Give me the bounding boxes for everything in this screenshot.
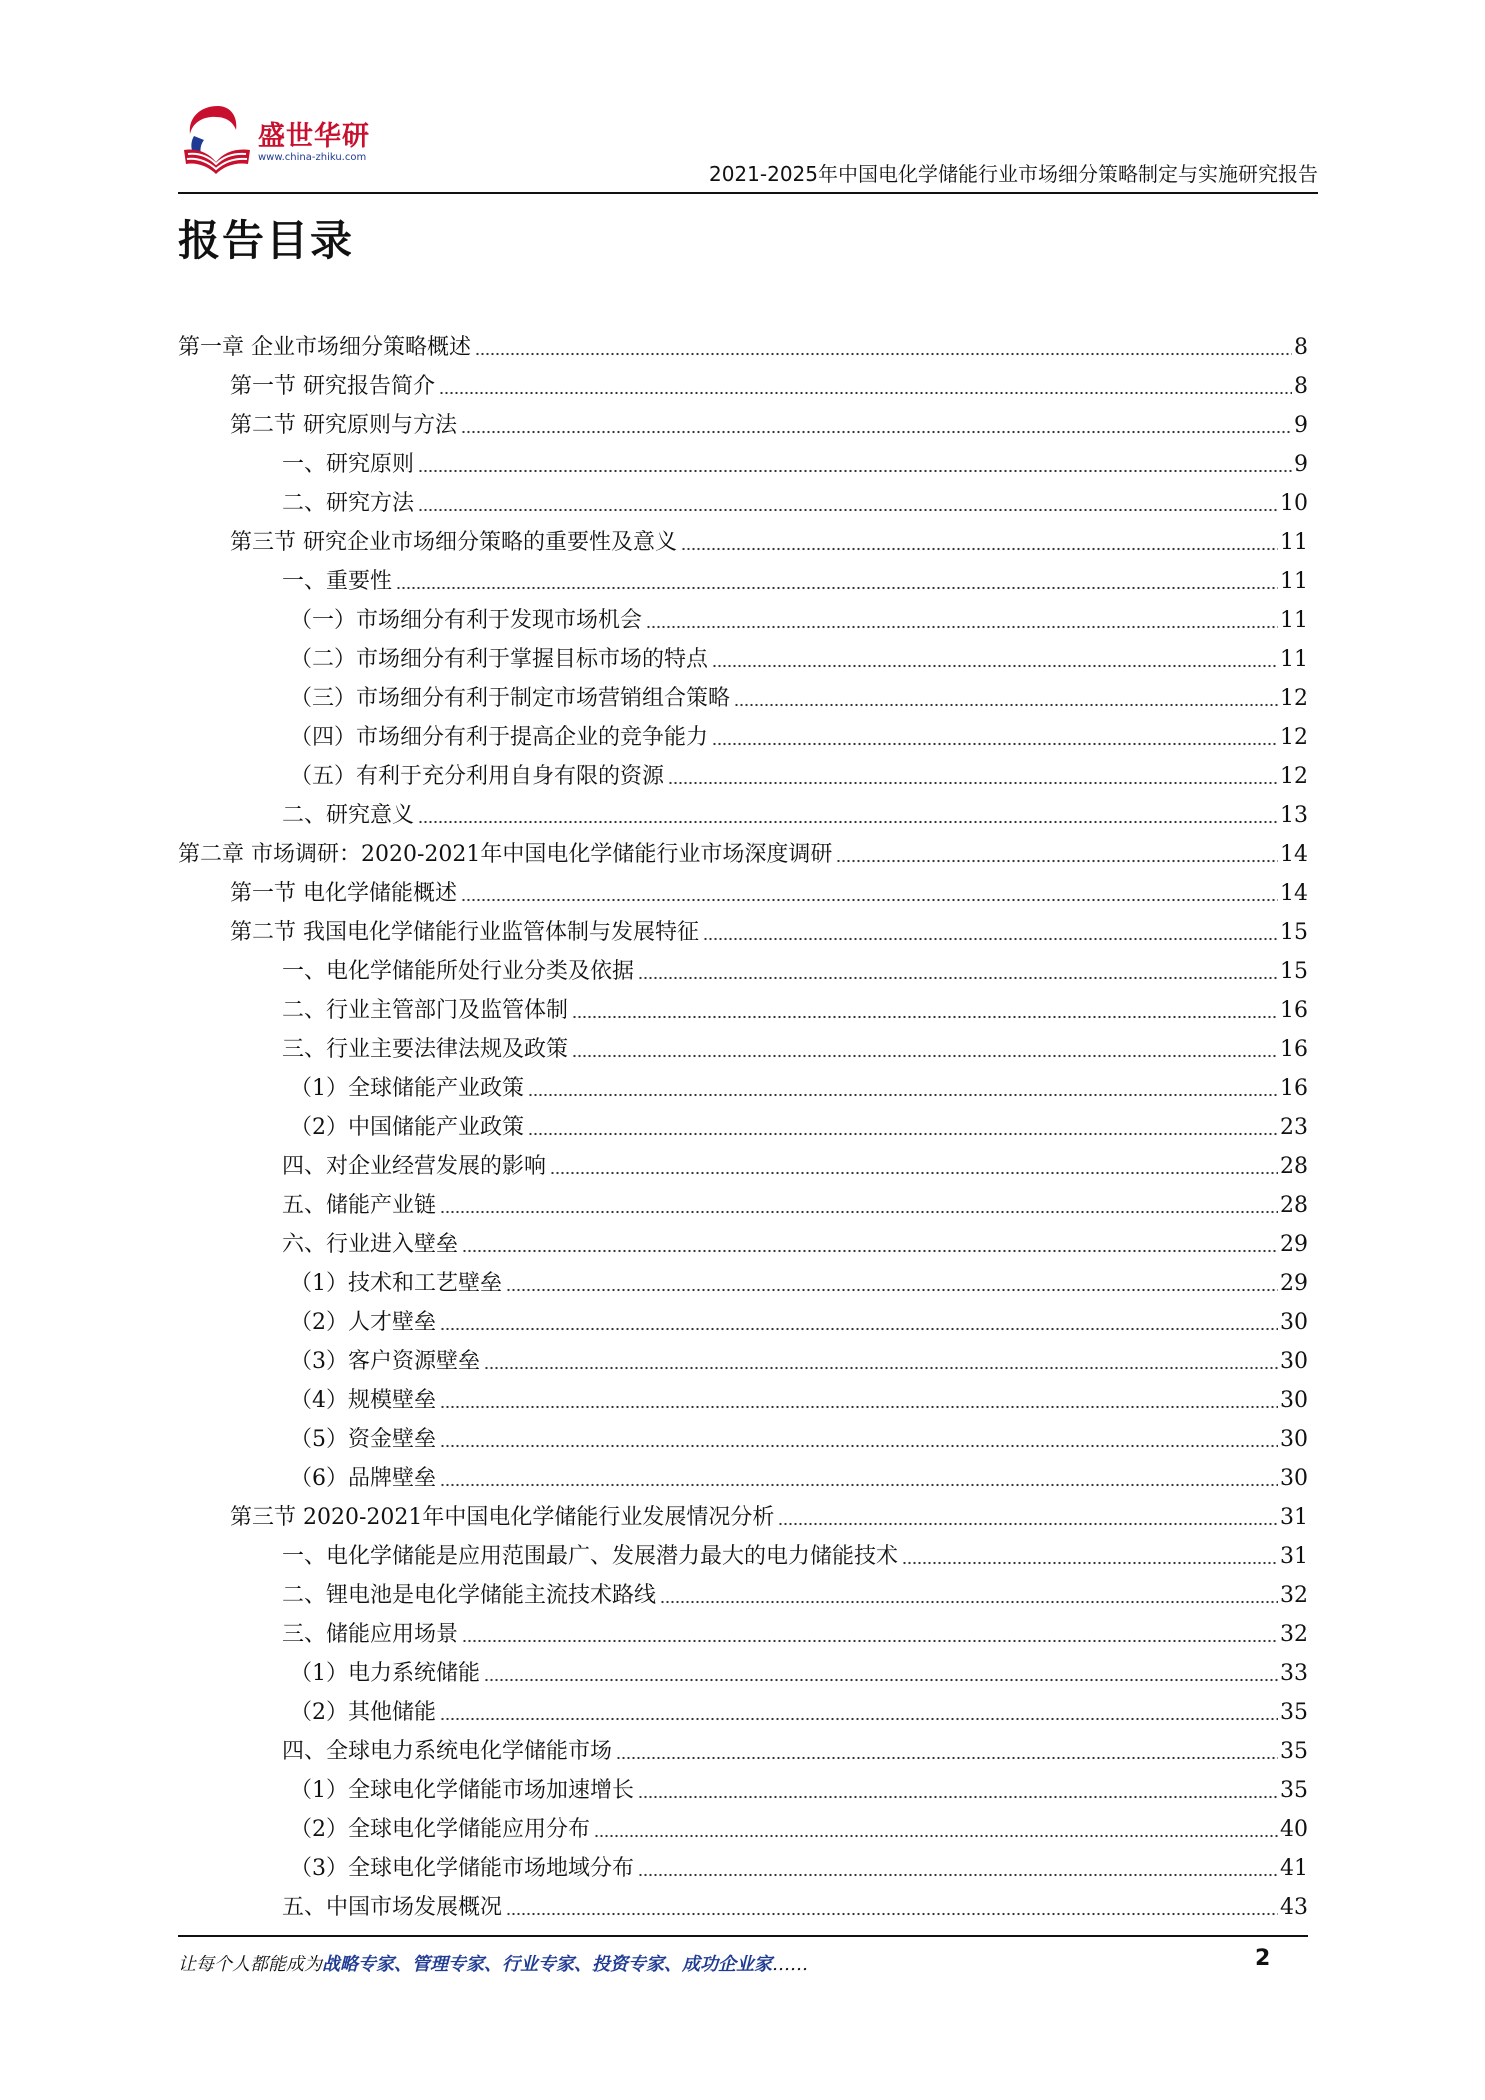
toc-dot-leader (712, 663, 1278, 669)
toc-entry-title: （1）技术和工艺壁垒 (290, 1271, 502, 1296)
toc-entry-page: 9 (1294, 413, 1308, 438)
page-title: 报告目录 (178, 216, 355, 265)
page-number: 2 (1255, 1946, 1271, 1971)
toc-entry-title: 二、行业主管部门及监管体制 (282, 998, 569, 1023)
toc-entry-page: 28 (1280, 1154, 1308, 1179)
toc-dot-leader (734, 702, 1278, 708)
toc-dot-leader (440, 1209, 1278, 1215)
toc-entry-title: （3）全球电化学储能市场地域分布 (290, 1856, 634, 1881)
toc-entry-page: 30 (1280, 1349, 1308, 1374)
toc-dot-leader (660, 1599, 1278, 1605)
toc-entry-title: 第一章 企业市场细分策略概述 (178, 335, 471, 360)
toc-dot-leader (440, 1716, 1278, 1722)
toc-dot-leader (440, 1443, 1278, 1449)
toc-dot-leader (712, 741, 1278, 747)
toc-entry-title: （2）其他储能 (290, 1700, 436, 1725)
toc-dot-leader (638, 975, 1278, 981)
toc-entry-page: 8 (1294, 335, 1308, 360)
slogan-emphasis: 战略专家、管理专家、行业专家、投资专家、成功企业家 (322, 1954, 772, 1975)
toc-entry-title: （二）市场细分有利于掌握目标市场的特点 (290, 647, 709, 672)
toc-entry[interactable] (178, 792, 1308, 831)
toc-entry[interactable] (178, 1533, 1308, 1572)
footer-divider (178, 1935, 1308, 1937)
toc-entry[interactable] (178, 441, 1308, 480)
toc-entry[interactable] (178, 1377, 1308, 1416)
toc-entry[interactable] (178, 987, 1308, 1026)
toc-dot-leader (461, 897, 1278, 903)
toc-entry-page: 16 (1280, 1076, 1308, 1101)
toc-entry-title: 二、研究方法 (282, 491, 415, 516)
toc-entry[interactable] (178, 1416, 1308, 1455)
toc-dot-leader (462, 1248, 1278, 1254)
toc-entry-page: 8 (1294, 374, 1308, 399)
toc-entry-title: 三、行业主要法律法规及政策 (282, 1037, 569, 1062)
toc-entry-title: 第一节 电化学储能概述 (230, 881, 457, 906)
slogan-suffix: …… (772, 1954, 808, 1975)
toc-entry-page: 35 (1280, 1700, 1308, 1725)
report-title: 2021-2025年中国电化学储能行业市场细分策略制定与实施研究报告 (708, 162, 1318, 186)
toc-entry[interactable] (178, 558, 1308, 597)
toc-entry-page: 16 (1280, 1037, 1308, 1062)
toc-entry-title: 三、储能应用场景 (282, 1622, 459, 1647)
toc-entry-page: 32 (1280, 1583, 1308, 1608)
toc-entry-title: 第二章 市场调研：2020-2021年中国电化学储能行业市场深度调研 (178, 842, 833, 867)
toc-entry[interactable] (178, 1221, 1308, 1260)
toc-entry-title: （2）中国储能产业政策 (290, 1115, 524, 1140)
toc-entry[interactable] (178, 675, 1308, 714)
toc-entry-page: 30 (1280, 1466, 1308, 1491)
toc-entry-title: 一、电化学储能是应用范围最广、发展潜力最大的电力储能技术 (282, 1544, 899, 1569)
toc-entry-page: 14 (1280, 842, 1308, 867)
toc-entry[interactable] (178, 636, 1308, 675)
toc-dot-leader (462, 1638, 1278, 1644)
toc-dot-leader (638, 1794, 1278, 1800)
toc-dot-leader (440, 1482, 1278, 1488)
toc-entry[interactable] (178, 1494, 1308, 1533)
header-divider (178, 192, 1318, 194)
toc-dot-leader (572, 1053, 1278, 1059)
toc-entry[interactable] (178, 753, 1308, 792)
toc-dot-leader (475, 351, 1292, 357)
toc-dot-leader (668, 780, 1278, 786)
toc-dot-leader (528, 1092, 1278, 1098)
toc-dot-leader (418, 507, 1278, 513)
toc-entry-title: 四、对企业经营发展的影响 (282, 1154, 547, 1179)
toc-entry-page: 15 (1280, 959, 1308, 984)
toc-entry-page: 12 (1280, 764, 1308, 789)
toc-entry-page: 33 (1280, 1661, 1308, 1686)
toc-entry-page: 30 (1280, 1310, 1308, 1335)
toc-entry-page: 30 (1280, 1388, 1308, 1413)
toc-entry-title: （四）市场细分有利于提高企业的竞争能力 (290, 725, 709, 750)
toc-entry[interactable] (178, 1845, 1308, 1884)
toc-entry-title: （6）品牌壁垒 (290, 1466, 436, 1491)
toc-entry-title: 四、全球电力系统电化学储能市场 (282, 1739, 613, 1764)
toc-dot-leader (594, 1833, 1278, 1839)
toc-dot-leader (681, 546, 1278, 552)
toc-dot-leader (461, 429, 1292, 435)
toc-entry-title: （5）资金壁垒 (290, 1427, 436, 1452)
toc-entry[interactable] (178, 1182, 1308, 1221)
toc-entry[interactable] (178, 1065, 1308, 1104)
toc-entry[interactable] (178, 1104, 1308, 1143)
toc-dot-leader (506, 1911, 1278, 1917)
toc-entry-title: （五）有利于充分利用自身有限的资源 (290, 764, 665, 789)
toc-entry[interactable] (178, 480, 1308, 519)
toc-entry-page: 11 (1280, 608, 1308, 633)
toc-entry-page: 35 (1280, 1739, 1308, 1764)
table-of-contents (178, 324, 1308, 1923)
toc-entry-page: 14 (1280, 881, 1308, 906)
toc-entry-title: 六、行业进入壁垒 (282, 1232, 459, 1257)
toc-entry[interactable] (178, 1689, 1308, 1728)
toc-entry-title: 第二节 我国电化学储能行业监管体制与发展特征 (230, 920, 699, 945)
toc-entry-title: （三）市场细分有利于制定市场营销组合策略 (290, 686, 731, 711)
toc-entry[interactable] (178, 831, 1308, 870)
toc-entry-title: 五、中国市场发展概况 (282, 1895, 503, 1920)
toc-entry[interactable] (178, 1806, 1308, 1845)
toc-dot-leader (902, 1560, 1278, 1566)
footer-slogan (178, 1950, 808, 1976)
toc-entry-page: 12 (1280, 686, 1308, 711)
toc-dot-leader (616, 1755, 1278, 1761)
toc-entry-title: （4）规模壁垒 (290, 1388, 436, 1413)
toc-entry-page: 32 (1280, 1622, 1308, 1647)
toc-entry[interactable] (178, 1650, 1308, 1689)
toc-entry-title: 第一节 研究报告简介 (230, 374, 435, 399)
toc-entry[interactable] (178, 1455, 1308, 1494)
company-logo (178, 100, 398, 180)
toc-entry[interactable] (178, 1572, 1308, 1611)
toc-entry[interactable] (178, 1611, 1308, 1650)
toc-entry[interactable] (178, 948, 1308, 987)
toc-entry[interactable] (178, 1026, 1308, 1065)
page-header (178, 100, 1318, 200)
toc-entry-page: 11 (1280, 647, 1308, 672)
toc-dot-leader (703, 936, 1278, 942)
toc-dot-leader (778, 1521, 1278, 1527)
toc-dot-leader (528, 1131, 1278, 1137)
toc-entry-page: 31 (1280, 1505, 1308, 1530)
toc-entry[interactable] (178, 714, 1308, 753)
toc-entry-page: 29 (1280, 1232, 1308, 1257)
toc-entry-title: （1）全球储能产业政策 (290, 1076, 524, 1101)
toc-dot-leader (484, 1677, 1278, 1683)
toc-dot-leader (440, 1404, 1278, 1410)
toc-entry[interactable] (178, 1338, 1308, 1377)
toc-entry[interactable] (178, 1143, 1308, 1182)
toc-entry-page: 41 (1280, 1856, 1308, 1881)
toc-entry-page: 35 (1280, 1778, 1308, 1803)
toc-entry[interactable] (178, 402, 1308, 441)
toc-dot-leader (572, 1014, 1278, 1020)
toc-dot-leader (506, 1287, 1278, 1293)
toc-dot-leader (836, 858, 1278, 864)
toc-entry-page: 11 (1280, 530, 1308, 555)
toc-entry-page: 15 (1280, 920, 1308, 945)
toc-entry-page: 31 (1280, 1544, 1308, 1569)
book-logo-icon (178, 100, 256, 180)
toc-entry[interactable] (178, 909, 1308, 948)
toc-dot-leader (638, 1872, 1278, 1878)
toc-entry-page: 30 (1280, 1427, 1308, 1452)
toc-dot-leader (418, 468, 1292, 474)
toc-dot-leader (646, 624, 1278, 630)
toc-entry-title: （3）客户资源壁垒 (290, 1349, 480, 1374)
toc-entry-title: （1）全球电化学储能市场加速增长 (290, 1778, 634, 1803)
toc-dot-leader (550, 1170, 1278, 1176)
toc-entry-title: 第三节 研究企业市场细分策略的重要性及意义 (230, 530, 677, 555)
toc-dot-leader (484, 1365, 1278, 1371)
toc-entry-page: 10 (1280, 491, 1308, 516)
toc-entry[interactable] (178, 1260, 1308, 1299)
toc-entry-title: （一）市场细分有利于发现市场机会 (290, 608, 643, 633)
toc-dot-leader (396, 585, 1278, 591)
toc-entry-page: 40 (1280, 1817, 1308, 1842)
toc-entry-page: 13 (1280, 803, 1308, 828)
logo-url: www.china-zhiku.com (258, 152, 367, 163)
toc-entry-page: 16 (1280, 998, 1308, 1023)
toc-dot-leader (418, 819, 1278, 825)
toc-entry-title: 二、锂电池是电化学储能主流技术路线 (282, 1583, 657, 1608)
logo-name: 盛世华研 (258, 121, 370, 152)
toc-entry-title: （2）人才壁垒 (290, 1310, 436, 1335)
toc-dot-leader (439, 390, 1292, 396)
toc-entry-title: 一、重要性 (282, 569, 393, 594)
toc-entry-page: 9 (1294, 452, 1308, 477)
toc-entry-title: 一、研究原则 (282, 452, 415, 477)
toc-entry[interactable] (178, 1299, 1308, 1338)
toc-entry[interactable] (178, 1884, 1308, 1923)
toc-dot-leader (440, 1326, 1278, 1332)
toc-entry-page: 29 (1280, 1271, 1308, 1296)
toc-entry-title: 一、电化学储能所处行业分类及依据 (282, 959, 635, 984)
toc-entry[interactable] (178, 870, 1308, 909)
toc-entry-title: （1）电力系统储能 (290, 1661, 480, 1686)
toc-entry-page: 12 (1280, 725, 1308, 750)
toc-entry[interactable] (178, 597, 1308, 636)
toc-entry-page: 11 (1280, 569, 1308, 594)
toc-entry[interactable] (178, 363, 1308, 402)
toc-entry-title: 二、研究意义 (282, 803, 415, 828)
toc-entry-title: （2）全球电化学储能应用分布 (290, 1817, 590, 1842)
toc-entry-title: 第三节 2020-2021年中国电化学储能行业发展情况分析 (230, 1505, 775, 1530)
toc-entry[interactable] (178, 324, 1308, 363)
toc-entry-page: 28 (1280, 1193, 1308, 1218)
toc-entry-title: 五、储能产业链 (282, 1193, 437, 1218)
slogan-prefix: 让每个人都能成为 (178, 1954, 322, 1975)
toc-entry-page: 23 (1280, 1115, 1308, 1140)
toc-entry-title: 第二节 研究原则与方法 (230, 413, 457, 438)
toc-entry[interactable] (178, 1767, 1308, 1806)
toc-entry[interactable] (178, 519, 1308, 558)
toc-entry[interactable] (178, 1728, 1308, 1767)
toc-entry-page: 43 (1280, 1895, 1308, 1920)
